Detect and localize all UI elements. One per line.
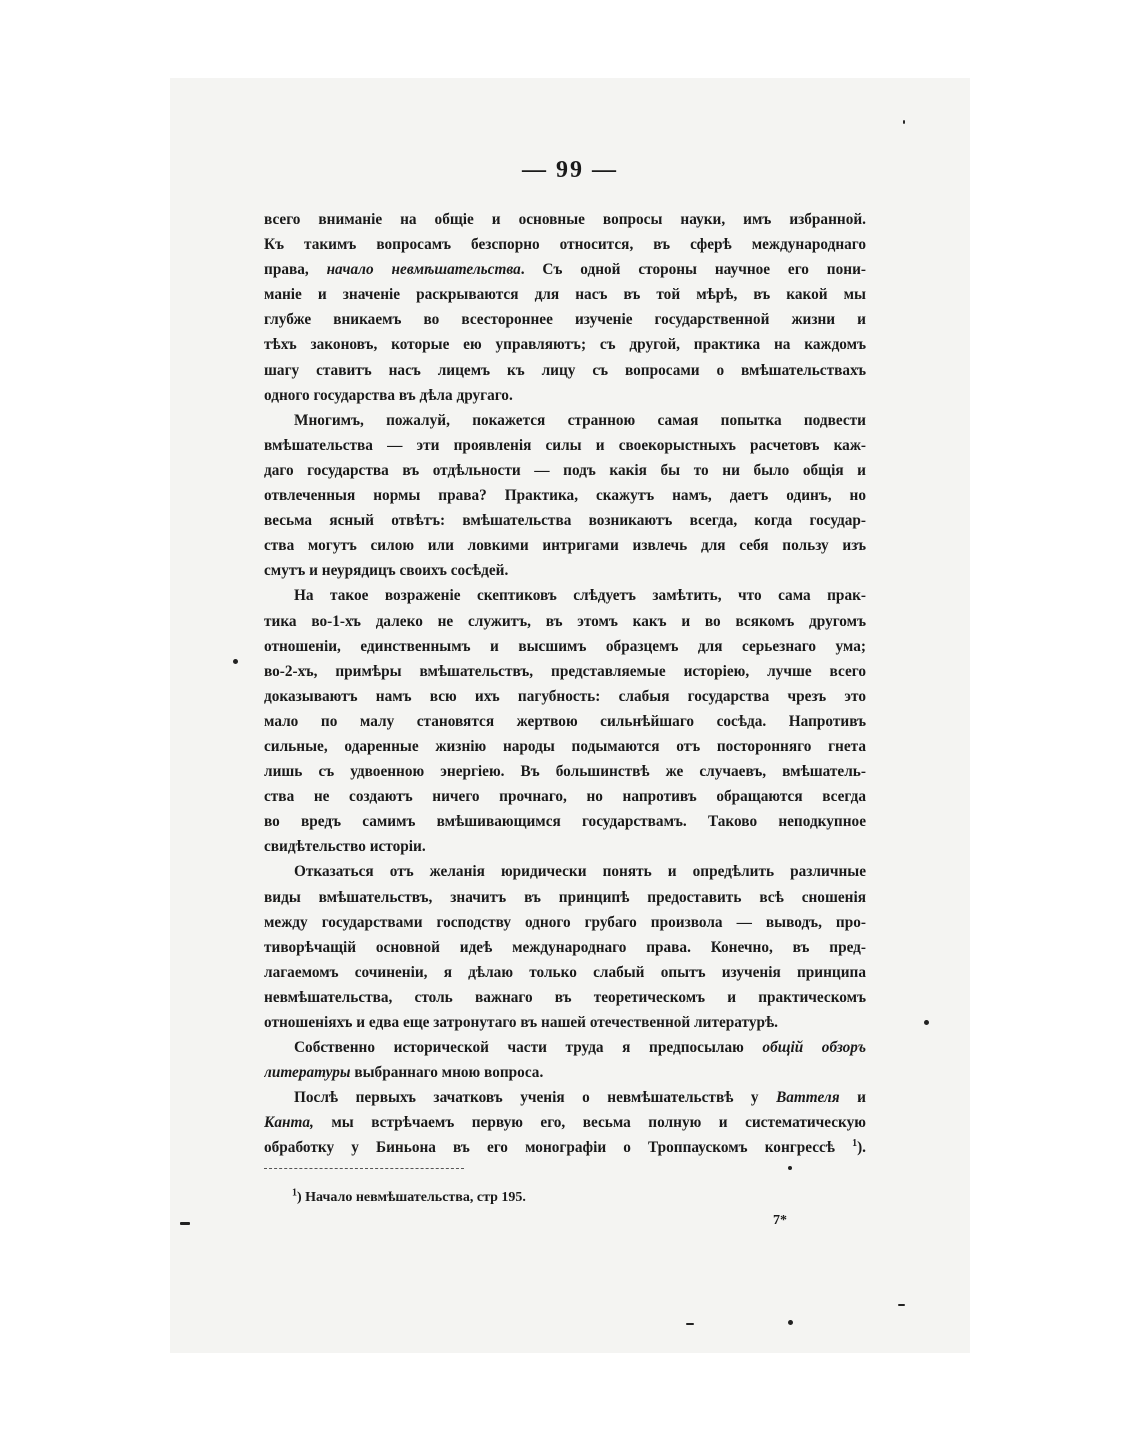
text-line: права, начало невмѣшательства. Съ одной стороны научное его пони- — [264, 261, 866, 279]
text-line: смутъ и неурядицъ своихъ сосѣдей. — [264, 562, 509, 580]
footnote-text: ) Начало невмѣшательства, стр 195. — [297, 1190, 526, 1205]
text-line: отношеніяхъ и едва еще затронутаго въ нашей отечественной литературѣ. — [264, 1014, 778, 1031]
emphasis: общій обзоръ — [762, 1039, 866, 1057]
text-line: тѣхъ законовъ, которые ею управляютъ; съ другой, практика на каждомъ — [264, 336, 866, 354]
text-line: мало по малу становятся жертвою сильнѣйшаго сосѣда. Напротивъ — [264, 712, 866, 730]
text-line: даго государства въ отдѣльности — подъ какія бы то ни было общія и — [264, 461, 866, 479]
scan-speck — [686, 1323, 694, 1325]
text-line: маніе и значеніе раскрываются для насъ въ той мѣрѣ, въ какой мы — [264, 286, 866, 304]
emphasis: Ваттеля — [776, 1089, 840, 1107]
scan-speck — [788, 1320, 793, 1325]
text-line: доказываютъ намъ всю ихъ пагубность: слабыя государства чрезъ это — [264, 687, 866, 705]
text-line: Отказаться отъ желанія юридически понять и опредѣлить различные — [294, 863, 866, 881]
text-line: виды вмѣшательствъ, значитъ въ принципѣ предоставить всѣ сношенія — [264, 888, 866, 906]
text-line: свидѣтельство исторіи. — [264, 838, 426, 856]
scan-speck — [903, 120, 905, 124]
footnote — [292, 1187, 526, 1206]
text-line: тика во-1-хъ далеко не служитъ, въ этомъ какъ и во всякомъ другомъ — [264, 612, 866, 630]
text-line: шагу ставитъ насъ лицемъ къ лицу съ вопросами о вмѣшательствахъ — [264, 361, 866, 379]
text-line: Многимъ, пожалуй, покажется странною самая попытка подвести — [294, 411, 866, 429]
text-line: отношеніи, единственнымъ и высшимъ образцемъ для серьезнаго ума; — [264, 637, 866, 655]
text-line: невмѣшательства, столь важнаго въ теоретическомъ и практическомъ — [264, 988, 866, 1006]
text-line: ства могутъ силою или ловкими интригами извлечь для себя пользу изъ — [264, 537, 866, 555]
text-line: весьма ясный отвѣтъ: вмѣшательства возникаютъ всегда, когда государ- — [264, 512, 866, 530]
emphasis: литературы — [264, 1064, 351, 1082]
text-line: Собственно исторической части труда я предпосылаю общій обзоръ — [294, 1039, 866, 1057]
footnote-divider — [264, 1168, 464, 1169]
text-line: На такое возраженіе скептиковъ слѣдуетъ замѣтить, что сама прак- — [294, 587, 866, 605]
scan-speck — [180, 1222, 190, 1225]
text-line: вмѣшательства — эти проявленія силы и своекорыстныхъ расчетовъ каж- — [264, 436, 866, 454]
printer-signature-mark: 7* — [773, 1213, 787, 1228]
page-number: — 99 — — [522, 157, 618, 183]
text-line: лишь съ удвоенною энергіею. Въ большинствѣ же случаевъ, вмѣшатель- — [264, 763, 866, 781]
text-line: литературы выбраннаго мною вопроса. — [264, 1064, 544, 1082]
body-text — [264, 207, 866, 1161]
footnote-reference[interactable]: 1 — [852, 1138, 858, 1150]
text-line: обработку у Биньона въ его монографіи о Троппаускомъ конгрессѣ $^1$). — [264, 1138, 866, 1157]
emphasis: Канта, — [264, 1114, 314, 1132]
text-line: одного государства въ дѣла другаго. — [264, 386, 513, 404]
text-line: Канта, мы встрѣчаемъ первую его, весьма полную и систематическую — [264, 1114, 866, 1132]
scan-speck — [898, 1304, 905, 1306]
text-line: ства не создаютъ ничего прочнаго, но напротивъ обращаются всегда — [264, 788, 866, 806]
footnote-marker: 1 — [292, 1187, 297, 1199]
text-line: глубже вникаемъ во всестороннее изученіе государственной жизни и — [264, 311, 866, 329]
text-line: лагаемомъ сочиненіи, я дѣлаю только слабый опытъ изученія принципа — [264, 963, 866, 981]
text-line: отвлеченныя нормы права? Практика, скажутъ намъ, даетъ одинъ, но — [264, 487, 866, 505]
text-line: между государствами господству одного грубаго произвола — выводъ, про- — [264, 913, 866, 931]
scan-speck — [788, 1166, 792, 1170]
text-line: сильные, одаренные жизнію народы подымаются отъ посторонняго гнета — [264, 737, 866, 755]
text-line: Къ такимъ вопросамъ безспорно относится, въ сферѣ международнаго — [264, 236, 866, 254]
text-line: Послѣ первыхъ зачатковъ ученія о невмѣшательствѣ у Ваттеля и — [294, 1089, 866, 1107]
text-line: тиворѣчащій основной идеѣ международнаго права. Конечно, въ пред- — [264, 938, 866, 956]
scan-speck — [233, 659, 238, 664]
text-line: во вредъ самимъ вмѣшивающимся государствамъ. Таково неподкупное — [264, 813, 866, 831]
scan-speck — [924, 1020, 929, 1025]
emphasis: начало невмѣшательства — [326, 261, 521, 279]
text-line: во-2-хъ, примѣры вмѣшательствъ, представляемые исторіею, лучше всего — [264, 662, 866, 680]
text-line: всего вниманіе на общіе и основные вопросы науки, имъ избранной. — [264, 211, 866, 228]
